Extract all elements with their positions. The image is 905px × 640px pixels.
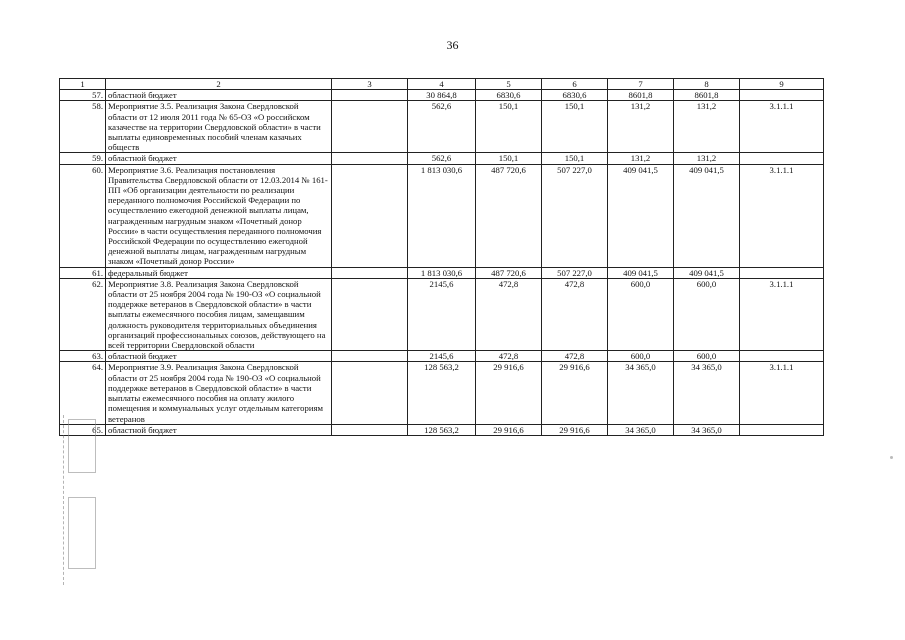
row-target-code [740, 267, 824, 278]
row-col-3 [332, 90, 408, 101]
header-col-6: 6 [542, 79, 608, 90]
row-col-3 [332, 424, 408, 435]
table-row [60, 153, 824, 164]
row-number: 63. [60, 351, 106, 362]
row-col-7: 34 365,0 [608, 362, 674, 424]
header-col-2: 2 [106, 79, 332, 90]
row-total: 128 563,2 [408, 362, 476, 424]
row-total: 30 864,8 [408, 90, 476, 101]
row-col-5: 6830,6 [476, 90, 542, 101]
row-name: Мероприятие 3.6. Реализация постановления Правительства Свердловской области от 12.03.2014 № 161-ПП «Об организации деятельности по реализации переданного полномочия Российской Федерации по осуществлению ежегодной денежной выплаты лицам, награжденным нагрудным знаком «Почетный донор России» в части осуществления переданного полномочия Российской Федерации по осуществлению ежегодной денежной выплаты лицам, награжденным нагрудным знаком «Почетный донор России» [106, 164, 332, 267]
row-col-7: 409 041,5 [608, 267, 674, 278]
row-target-code [740, 90, 824, 101]
row-col-6: 507 227,0 [542, 267, 608, 278]
margin-stamp-mark [63, 415, 100, 585]
row-col-8: 8601,8 [674, 90, 740, 101]
stamp-box [68, 497, 96, 569]
row-name: областной бюджет [106, 153, 332, 164]
row-col-3 [332, 362, 408, 424]
row-col-5: 150,1 [476, 101, 542, 153]
row-col-3 [332, 164, 408, 267]
row-col-7: 600,0 [608, 351, 674, 362]
table-row [60, 424, 824, 435]
row-number: 62. [60, 278, 106, 350]
row-name: Мероприятие 3.8. Реализация Закона Свердловской области от 25 ноября 2004 года № 190-ОЗ «О социальной поддержке ветеранов в Свердловской области» в части выплаты ежемесячного пособия лицам, замещавшим должность руководителя территориальных объединения организаций профессиональных союзов, действующего на всей территории Свердловской области [106, 278, 332, 350]
row-col-3 [332, 351, 408, 362]
row-col-6: 29 916,6 [542, 362, 608, 424]
row-col-8: 409 041,5 [674, 267, 740, 278]
row-col-6: 472,8 [542, 351, 608, 362]
row-col-5: 487 720,6 [476, 164, 542, 267]
row-col-3 [332, 267, 408, 278]
row-total: 2145,6 [408, 278, 476, 350]
row-target-code: 3.1.1.1 [740, 278, 824, 350]
row-target-code [740, 153, 824, 164]
stamp-box [68, 419, 96, 473]
row-col-8: 131,2 [674, 101, 740, 153]
row-number: 64. [60, 362, 106, 424]
row-number: 57. [60, 90, 106, 101]
row-total: 1 813 030,6 [408, 164, 476, 267]
table-row [60, 278, 824, 350]
table-row [60, 267, 824, 278]
table-row [60, 164, 824, 267]
header-col-3: 3 [332, 79, 408, 90]
scan-speck [890, 456, 893, 459]
table-row [60, 351, 824, 362]
row-col-8: 409 041,5 [674, 164, 740, 267]
row-col-5: 29 916,6 [476, 424, 542, 435]
row-col-8: 600,0 [674, 278, 740, 350]
row-col-6: 472,8 [542, 278, 608, 350]
row-col-6: 150,1 [542, 153, 608, 164]
budget-table [59, 78, 824, 436]
row-col-8: 34 365,0 [674, 362, 740, 424]
row-col-7: 131,2 [608, 101, 674, 153]
row-col-7: 8601,8 [608, 90, 674, 101]
row-name: Мероприятие 3.5. Реализация Закона Свердловской области от 12 июля 2011 года № 65-ОЗ «О российском казачестве на территории Свердловской области» в части выплаты единовременных пособий членам казачьих обществ [106, 101, 332, 153]
header-col-8: 8 [674, 79, 740, 90]
row-col-6: 507 227,0 [542, 164, 608, 267]
row-name: областной бюджет [106, 90, 332, 101]
row-number: 65. [60, 424, 106, 435]
row-col-3 [332, 153, 408, 164]
row-target-code [740, 351, 824, 362]
row-name: федеральный бюджет [106, 267, 332, 278]
table-row [60, 90, 824, 101]
row-total: 562,6 [408, 153, 476, 164]
header-col-9: 9 [740, 79, 824, 90]
row-col-5: 472,8 [476, 278, 542, 350]
row-col-3 [332, 101, 408, 153]
row-col-5: 487 720,6 [476, 267, 542, 278]
header-col-1: 1 [60, 79, 106, 90]
row-col-7: 34 365,0 [608, 424, 674, 435]
row-number: 60. [60, 164, 106, 267]
row-target-code: 3.1.1.1 [740, 362, 824, 424]
header-col-7: 7 [608, 79, 674, 90]
header-row [60, 79, 824, 90]
row-name: областной бюджет [106, 351, 332, 362]
row-col-7: 409 041,5 [608, 164, 674, 267]
row-col-3 [332, 278, 408, 350]
page-number: 36 [446, 38, 459, 52]
row-target-code: 3.1.1.1 [740, 101, 824, 153]
row-total: 128 563,2 [408, 424, 476, 435]
row-col-8: 34 365,0 [674, 424, 740, 435]
row-number: 58. [60, 101, 106, 153]
row-number: 61. [60, 267, 106, 278]
row-number: 59. [60, 153, 106, 164]
row-total: 2145,6 [408, 351, 476, 362]
row-target-code [740, 424, 824, 435]
row-col-8: 600,0 [674, 351, 740, 362]
header-col-5: 5 [476, 79, 542, 90]
row-col-6: 29 916,6 [542, 424, 608, 435]
row-col-6: 150,1 [542, 101, 608, 153]
row-name: областной бюджет [106, 424, 332, 435]
table-row [60, 101, 824, 153]
row-col-7: 600,0 [608, 278, 674, 350]
row-col-8: 131,2 [674, 153, 740, 164]
row-col-7: 131,2 [608, 153, 674, 164]
row-col-5: 29 916,6 [476, 362, 542, 424]
row-col-5: 150,1 [476, 153, 542, 164]
row-target-code: 3.1.1.1 [740, 164, 824, 267]
row-total: 562,6 [408, 101, 476, 153]
table-row [60, 362, 824, 424]
row-total: 1 813 030,6 [408, 267, 476, 278]
row-col-6: 6830,6 [542, 90, 608, 101]
row-col-5: 472,8 [476, 351, 542, 362]
row-name: Мероприятие 3.9. Реализация Закона Свердловской области от 25 ноября 2004 года № 190-ОЗ «О социальной поддержке ветеранов в Свердловской области» в части выплаты ежемесячного пособия на оплату жилого помещения и коммунальных услуг отдельным категориям ветеранов [106, 362, 332, 424]
header-col-4: 4 [408, 79, 476, 90]
